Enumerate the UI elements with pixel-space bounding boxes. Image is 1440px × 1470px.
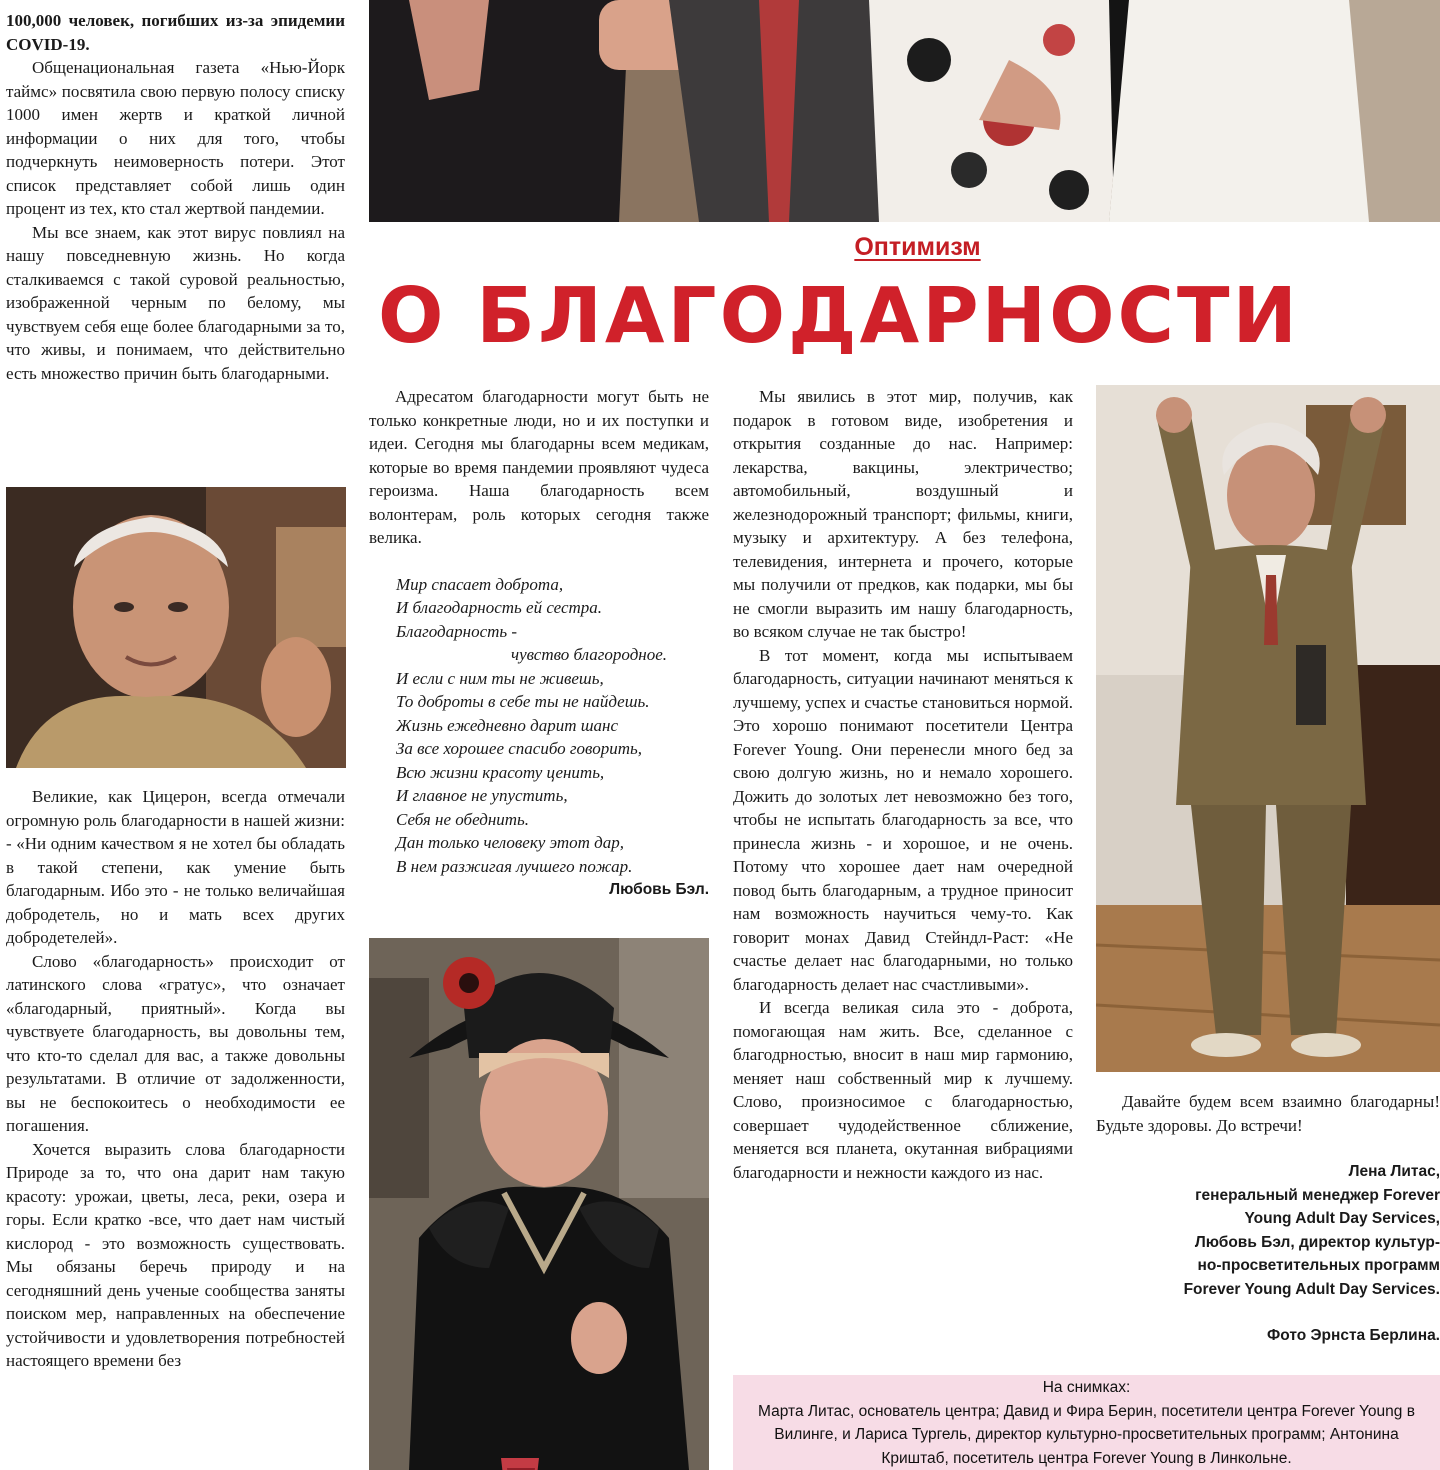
right-paragraph-3: И всегда великая сила это - доброта, помогающая нам жить. Все, сделанное с благодрностью, вносит в наш мир гармонию, меняет наш собственный мир к лучшему. Слово, произносимое с благодарностью, совершает чудодейственное сближение, меняется вся планета, окутанная вибрациями благодарности и нежности каждого из нас. <box>733 998 1073 1182</box>
left-column-lower <box>6 785 345 1373</box>
signature-line: Forever Young Adult Day Services. <box>1183 1280 1440 1298</box>
left-paragraph-3: Великие, как Цицерон, всегда отмечали огромную роль благодарности в нашей жизни: - «Ни одним качеством я не хотел бы обладать в такой степени, как умение быть благодарным. Ибо это - не только величайшая добродетель, но и мать всех других добродетелей». <box>6 787 345 947</box>
poem-line: И главное не упустить, <box>396 786 568 805</box>
left-paragraph-4: Слово «благодарность» происходит от латинского слова «гратус», что означает «благодарный, приятный». Когда вы чувствуете благодарность, вы довольны тем, что кто-то сделал для вас, а также довольны результатами. В отличие от задолженности, вы не беспокоитесь о необходимости ее погашения. <box>6 951 345 1135</box>
middle-paragraph: Адресатом благодарности могут быть не только конкретные люди, но и их поступки и идеи. Сегодня мы благодарны всем медикам, которые во время пандемии проявляют чудеса героизма. Наша благодарность всем волонтерам, роль которых сегодня также велика. <box>369 387 709 547</box>
rubric-label: Оптимизм <box>854 233 981 261</box>
photo-credit: Фото Эрнста Берлина. <box>1267 1327 1440 1344</box>
signature-line: Young Adult Day Services, <box>1244 1210 1440 1227</box>
poem-line: Всю жизни красоту ценить, <box>396 762 605 782</box>
poem-line: В нем разжигая лучшего пожар. <box>396 856 633 876</box>
poem-line: За все хорошее спасибо говорить, <box>396 739 642 758</box>
right-paragraph-1: Мы явились в этот мир, получив, как подарок в готовом виде, изобретения и открытия созданные до нас. Например: лекарства, вакцины, электричество; автомобильный, воздушный и железнодорожный транспорт; фильмы, книги, музыку и архитектуру. А без телефона, телевидения, интернета и прочего, которые мы получили от предков, как подарки, мы бы не смогли выразить им нашу благодарность, во всяком случае не так быстро! <box>733 387 1073 641</box>
poem-line: чувство благородное. <box>511 645 668 664</box>
headline: О БЛАГОДАРНОСТИ <box>378 272 1301 361</box>
lead-bold-text: 100,000 человек, погибших из-за эпидемии COVID-19. <box>6 11 345 54</box>
poem-line: Себя не обеднить. <box>396 809 530 829</box>
elderly-man-dancing-photo <box>1096 385 1440 1072</box>
closing-text <box>1096 1090 1440 1137</box>
poem-line: И если с ним ты не живешь, <box>396 668 604 688</box>
poem-line: И благодарность ей сестра. <box>396 598 603 617</box>
right-text-column <box>733 385 1073 1184</box>
poem-line: Благодарность - <box>396 621 518 641</box>
left-paragraph-2: Мы все знаем, как этот вирус повлиял на нашу повседневную жизнь. Но когда сталкиваемся с такой суровой реальностью, изображенной черным по белому, мы чувствуем себя еще более благодарными за то, что живы, и понимаем, что действительно есть множество причин быть благодарными. <box>6 222 345 383</box>
poem-line: Дан только человеку этот дар, <box>396 833 625 852</box>
woman-in-hat-photo <box>369 938 709 1470</box>
elderly-man-photo <box>6 487 346 768</box>
top-group-photo <box>369 0 1440 222</box>
poem-line: То доброты в себе ты не найдешь. <box>396 692 650 711</box>
signature-line: генеральный менеджер Forever <box>1195 1186 1440 1204</box>
poem-line: Жизнь ежедневно дарит шанс <box>396 715 619 735</box>
poem <box>369 573 709 879</box>
middle-column <box>369 385 709 902</box>
caption-text: Марта Литас, основатель центра; Давид и Фира Берин, посетители центра Forever Young в Вилинге, и Лариса Тургель, директор культурно-просветительных программ; Антонина Криштаб, посетитель центра Forever Young в Линкольне. <box>758 1402 1415 1467</box>
left-column-upper <box>6 9 345 385</box>
signature-line: но-просветительных программ <box>1197 1257 1440 1274</box>
signature-line: Любовь Бэл, директор культур- <box>1194 1233 1440 1251</box>
caption-box <box>733 1375 1440 1470</box>
poem-line: Мир спасает доброта, <box>396 574 564 594</box>
left-paragraph-1: Общенациональная газета «Нью-Йорк таймс» посвятила свою первую полосу списку 1000 имен жертв и краткой личной информации о них для того, чтобы подчеркнуть неимоверность потери. Этот список представляет собой лишь один процент из тех, кто стал жертвой пандемии. <box>6 58 345 218</box>
left-paragraph-5: Хочется выразить слова благодарности Природе за то, что она дарит нам такую красоту: урожаи, цветы, леса, реки, озера и горы. Если кратко -все, что дает нам чистый кислород - это возможность существовать. Мы обязаны беречь природу и на сегодняшний день ученые сообщества заняты поиском мер, направленных на обеспечение устойчивости и удовлетворения потребностей настоящего времени без <box>6 1139 345 1370</box>
signature-line: Лена Литас, <box>1348 1163 1440 1180</box>
signature-block <box>1096 1160 1440 1348</box>
caption-title: На снимках: <box>1042 1379 1131 1396</box>
right-paragraph-2: В тот момент, когда мы испытываем благодарность, ситуации начинают меняться к лучшему, успех и счастье становиться нормой. Это хорошо понимают посетители Центра Forever Young. Они перенесли много бед за свою долгую жизнь, но и немало хорошего. Дожить до золотых лет невозможно без того, чтобы не испытать благодарность за все, что принесла жизнь - и хорошое, и не очень. Потому что хорошее дает нам очередной повод быть благодарным, а трудное приносит нам возможность научиться чему-то. Как говорит монах Давид Стейндл-Раст: «Не счастье делает нас благодарными, но только благодарность делает нас счастливыми». <box>733 645 1073 994</box>
closing-paragraph: Давайте будем всем взаимно благодарны! Будьте здоровы. До встречи! <box>1096 1092 1440 1135</box>
poem-author: Любовь Бэл. <box>609 881 709 898</box>
